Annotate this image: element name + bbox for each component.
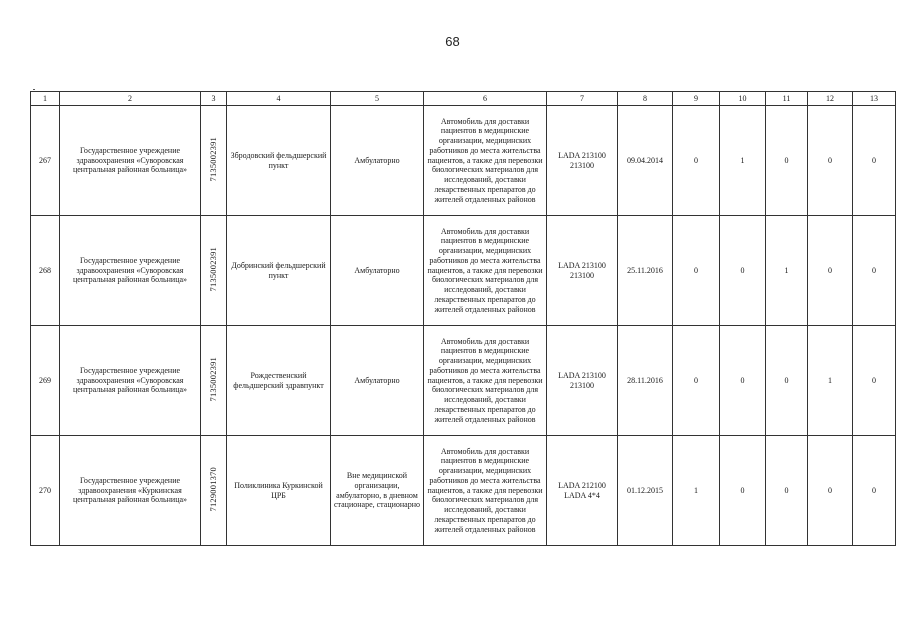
col13-value: 0 — [853, 326, 896, 436]
col12-value: 0 — [808, 216, 853, 326]
organization-name: Государственное учреждение здравоохранения «Суворовская центральная районная больница» — [60, 326, 201, 436]
vehicle-registry-table — [30, 91, 896, 546]
col-header-10: 10 — [720, 92, 766, 106]
organization-name: Государственное учреждение здравоохранения «Куркинская центральная районная больница» — [60, 436, 201, 546]
row-number: 268 — [31, 216, 60, 326]
unit-name: Рождественский фельдшерский здравпункт — [227, 326, 331, 436]
col9-value: 0 — [673, 216, 720, 326]
col11-value: 0 — [766, 326, 808, 436]
col12-value: 0 — [808, 436, 853, 546]
row-number: 269 — [31, 326, 60, 436]
page-number: 68 — [445, 34, 460, 49]
col13-value: 0 — [853, 216, 896, 326]
org-code: 7135002391 — [208, 136, 219, 182]
org-code-cell — [201, 436, 227, 546]
col10-value: 0 — [720, 326, 766, 436]
col9-value: 0 — [673, 106, 720, 216]
vehicle-purpose: Автомобиль для доставки пациентов в медицинские организации, медицинских работников до места жительства пациентов, а также для перевозки биологических материалов для исследований, доставки лекарственных препаратов до жителей отдаленных районов — [424, 216, 547, 326]
col11-value: 0 — [766, 106, 808, 216]
vehicle-model: LADA 213100 213100 — [547, 106, 618, 216]
col9-value: 1 — [673, 436, 720, 546]
date-cell: 25.11.2016 — [618, 216, 673, 326]
organization-name: Государственное учреждение здравоохранения «Суворовская центральная районная больница» — [60, 106, 201, 216]
col13-value: 0 — [853, 106, 896, 216]
col-header-3: 3 — [201, 92, 227, 106]
col-header-13: 13 — [853, 92, 896, 106]
col12-value: 1 — [808, 326, 853, 436]
col-header-1: 1 — [31, 92, 60, 106]
care-mode: Амбулаторно — [331, 216, 424, 326]
col-header-5: 5 — [331, 92, 424, 106]
org-code: 7129001370 — [208, 466, 219, 512]
col-header-8: 8 — [618, 92, 673, 106]
care-mode: Вне медицинской организации, амбулаторно, в дневном стационаре, стационарно — [331, 436, 424, 546]
vehicle-model: LADA 213100 213100 — [547, 326, 618, 436]
org-code-cell — [201, 106, 227, 216]
table-row — [31, 106, 896, 216]
margin-mark — [33, 89, 35, 90]
table-row — [31, 326, 896, 436]
col11-value: 0 — [766, 436, 808, 546]
col-header-11: 11 — [766, 92, 808, 106]
org-code: 7135002391 — [208, 356, 219, 402]
row-number: 267 — [31, 106, 60, 216]
col-header-4: 4 — [227, 92, 331, 106]
vehicle-model: LADA 212100 LADA 4*4 — [547, 436, 618, 546]
col-header-9: 9 — [673, 92, 720, 106]
care-mode: Амбулаторно — [331, 326, 424, 436]
unit-name: Поликлиника Куркинской ЦРБ — [227, 436, 331, 546]
table-row — [31, 436, 896, 546]
vehicle-model: LADA 213100 213100 — [547, 216, 618, 326]
unit-name: Добринский фельдшерский пункт — [227, 216, 331, 326]
col12-value: 0 — [808, 106, 853, 216]
care-mode: Амбулаторно — [331, 106, 424, 216]
col10-value: 1 — [720, 106, 766, 216]
vehicle-purpose: Автомобиль для доставки пациентов в медицинские организации, медицинских работников до места жительства пациентов, а также для перевозки биологических материалов для исследований, доставки лекарственных препаратов до жителей отдаленных районов — [424, 326, 547, 436]
col13-value: 0 — [853, 436, 896, 546]
date-cell: 28.11.2016 — [618, 326, 673, 436]
col-header-2: 2 — [60, 92, 201, 106]
vehicle-purpose: Автомобиль для доставки пациентов в медицинские организации, медицинских работников до места жительства пациентов, а также для перевозки биологических материалов для исследований, доставки лекарственных препаратов до жителей отдаленных районов — [424, 436, 547, 546]
vehicle-purpose: Автомобиль для доставки пациентов в медицинские организации, медицинских работников до места жительства пациентов, а также для перевозки биологических материалов для исследований, доставки лекарственных препаратов до жителей отдаленных районов — [424, 106, 547, 216]
unit-name: Збродовский фельдшерский пункт — [227, 106, 331, 216]
table-row — [31, 216, 896, 326]
header-row — [31, 92, 896, 106]
org-code: 7135002391 — [208, 246, 219, 292]
col-header-7: 7 — [547, 92, 618, 106]
org-code-cell — [201, 216, 227, 326]
row-number: 270 — [31, 436, 60, 546]
col11-value: 1 — [766, 216, 808, 326]
col10-value: 0 — [720, 436, 766, 546]
col9-value: 0 — [673, 326, 720, 436]
org-code-cell — [201, 326, 227, 436]
col10-value: 0 — [720, 216, 766, 326]
organization-name: Государственное учреждение здравоохранения «Суворовская центральная районная больница» — [60, 216, 201, 326]
col-header-6: 6 — [424, 92, 547, 106]
col-header-12: 12 — [808, 92, 853, 106]
date-cell: 01.12.2015 — [618, 436, 673, 546]
date-cell: 09.04.2014 — [618, 106, 673, 216]
